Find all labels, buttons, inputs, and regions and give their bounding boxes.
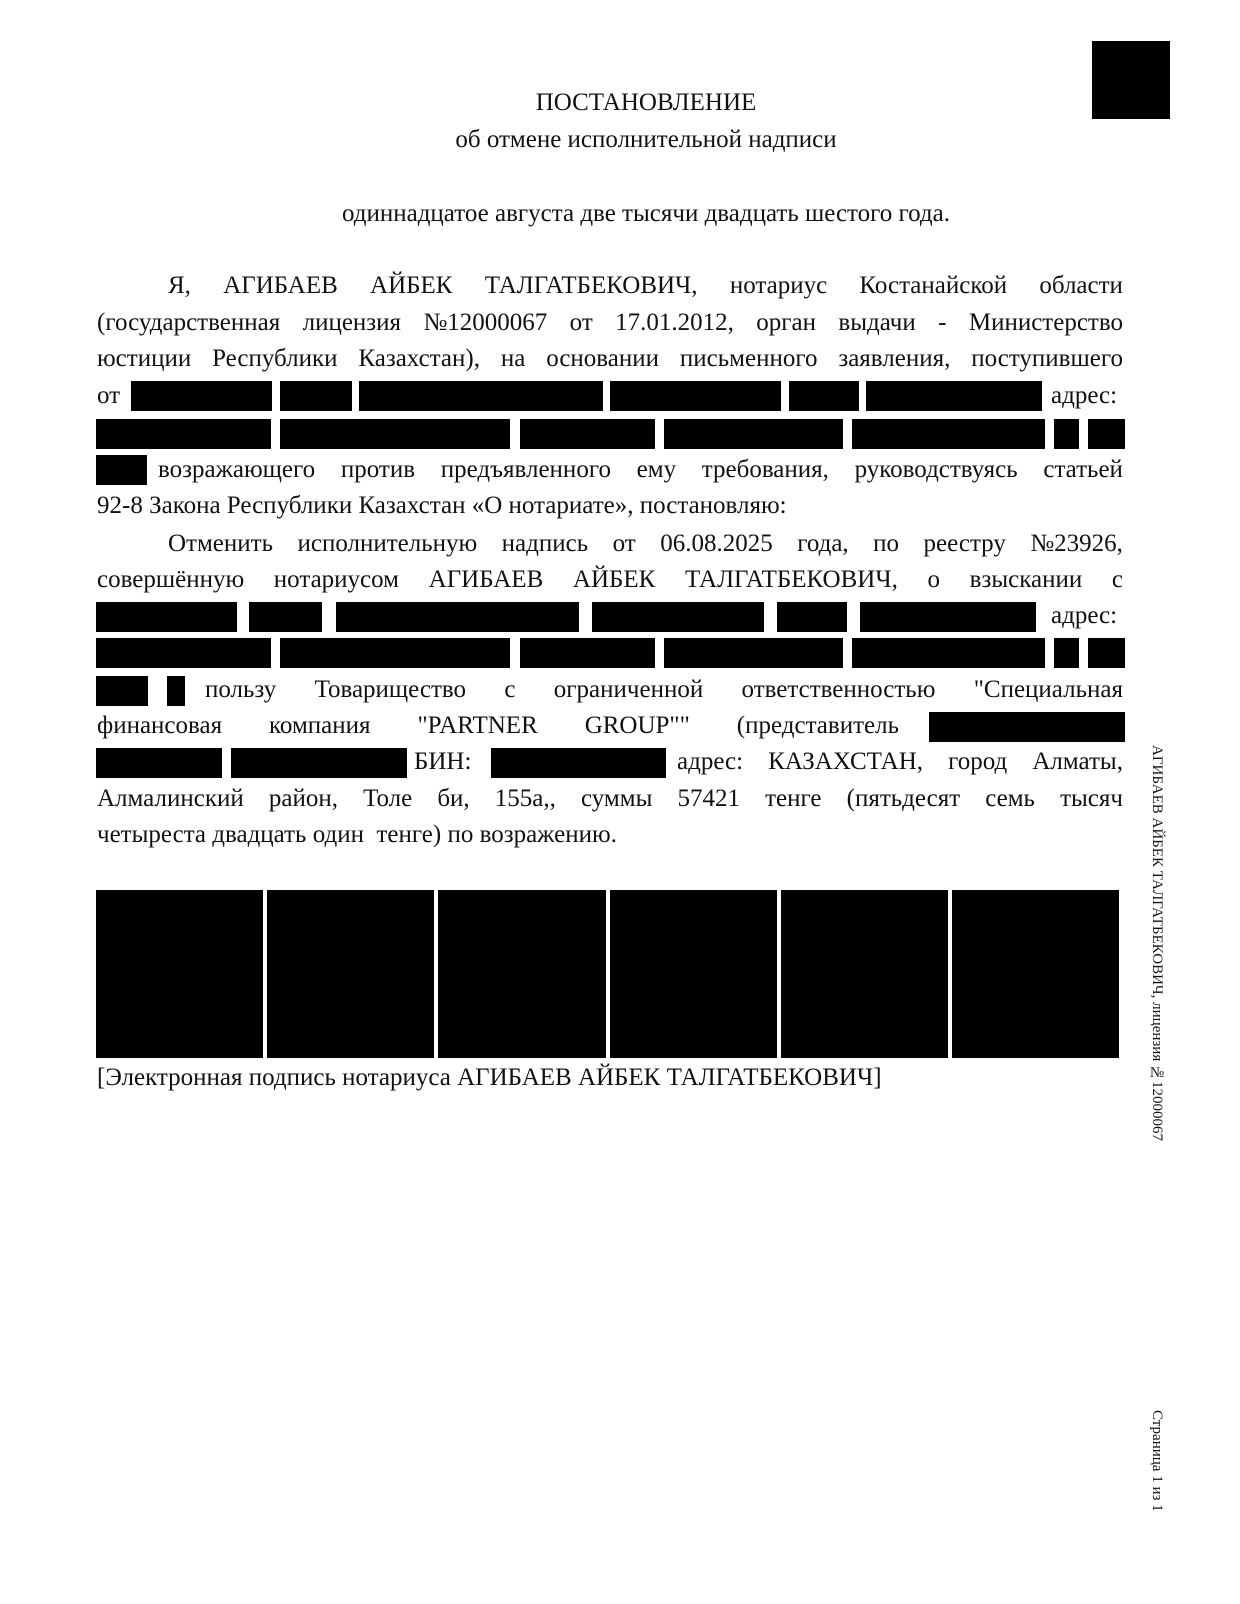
- word: ему: [636, 456, 677, 483]
- word: юстиции: [97, 345, 192, 372]
- redacted-block: [777, 602, 847, 632]
- word: на: [500, 345, 526, 372]
- redacted-block: [131, 381, 272, 411]
- redacted-block: [96, 455, 147, 485]
- word: Казахстан),: [358, 345, 480, 372]
- word: от: [612, 530, 636, 557]
- redacted-block: [167, 676, 185, 706]
- word: суммы: [581, 785, 653, 812]
- redacted-block: [280, 419, 510, 449]
- word: компания: [269, 712, 371, 739]
- para2-line1: [168, 529, 1123, 559]
- word: Алмалинский: [97, 785, 244, 812]
- redacted-block: [664, 638, 843, 668]
- word: области: [1039, 272, 1123, 299]
- word: взыскании: [969, 566, 1083, 593]
- word: Министерство: [968, 309, 1123, 336]
- para2-line2: [97, 565, 1123, 595]
- word: финансовая: [97, 712, 223, 739]
- word: с: [504, 676, 516, 703]
- redacted-block: [520, 638, 655, 668]
- word: с: [1111, 566, 1123, 593]
- word: семь: [985, 785, 1035, 812]
- document-title: ПОСТАНОВЛЕНИЕ: [535, 89, 757, 116]
- redacted-block: [866, 381, 1042, 411]
- word: "Специальная: [973, 676, 1123, 703]
- word: нотариусом: [273, 566, 399, 593]
- redacted-block: [610, 890, 777, 1058]
- redacted-block: [359, 381, 603, 411]
- word: (представитель: [736, 712, 899, 739]
- word: письменного: [679, 345, 818, 372]
- para2-line8: [97, 784, 1123, 814]
- address-label: адрес:: [1051, 382, 1118, 409]
- redacted-block: [860, 602, 1036, 632]
- word: орган: [756, 309, 817, 336]
- word: года,: [797, 530, 849, 557]
- word: руководствуясь: [854, 456, 1018, 483]
- word: предъявленного: [440, 456, 611, 483]
- word: город: [948, 748, 1008, 775]
- word: совершённую: [97, 566, 245, 593]
- document-subtitle: об отмене исполнительной надписи: [455, 126, 837, 153]
- word: тенге: [765, 785, 822, 812]
- redacted-block: [592, 602, 764, 632]
- word: (пятьдесят: [846, 785, 961, 812]
- redacted-block: [280, 381, 352, 411]
- word: би,: [437, 785, 470, 812]
- word: заявления,: [838, 345, 951, 372]
- redacted-block: [231, 748, 407, 778]
- redacted-block: [929, 712, 1125, 742]
- word: выдачи: [838, 309, 916, 336]
- page-number: Страница 1 из 1: [1149, 1410, 1165, 1512]
- word: Костанайской: [859, 272, 1008, 299]
- redacted-block: [96, 890, 263, 1058]
- word: тысяч: [1060, 785, 1123, 812]
- para1-line6: [158, 455, 1123, 485]
- word: АЙБЕК: [572, 566, 656, 593]
- word: возражающего: [158, 456, 316, 483]
- word: Отменить: [168, 530, 273, 557]
- para1-line2: [97, 308, 1123, 338]
- word: по: [873, 530, 900, 557]
- word: Толе: [363, 785, 413, 812]
- word: Алматы,: [1032, 748, 1123, 775]
- redacted-block: [781, 890, 948, 1058]
- redacted-block: [852, 419, 1045, 449]
- word: №12000067: [423, 309, 548, 336]
- word: лицензия: [302, 309, 402, 336]
- word: 155а,,: [494, 785, 556, 812]
- from-label: от: [97, 382, 121, 409]
- address-label: адрес:: [1051, 602, 1118, 629]
- word: ТАЛГАТБЕКОВИЧ,: [484, 272, 698, 299]
- para1-line7: 92-8 Закона Республики Казахстан «О нотариате», постановляю:: [97, 492, 787, 519]
- word: 57421: [677, 785, 740, 812]
- para1-line1: [168, 271, 1123, 301]
- redacted-block: [610, 381, 781, 411]
- word: поступившего: [971, 345, 1123, 372]
- word: АЙБЕК: [370, 272, 453, 299]
- word: требования,: [701, 456, 829, 483]
- word: 06.08.2025: [660, 530, 773, 557]
- redacted-block: [96, 748, 222, 778]
- word: АГИБАЕВ: [223, 272, 338, 299]
- word: район,: [268, 785, 338, 812]
- word: ограниченной: [553, 676, 704, 703]
- word: -: [938, 309, 947, 336]
- electronic-signature-note: [Электронная подпись нотариуса АГИБАЕВ АЙБЕК ТАЛГАТБЕКОВИЧ]: [97, 1064, 882, 1091]
- redacted-block: [1088, 638, 1125, 668]
- word: ответственностью: [741, 676, 936, 703]
- word: адрес:: [677, 748, 744, 775]
- word: против: [340, 456, 416, 483]
- para2-line5: [205, 675, 1123, 705]
- margin-notary-text: АГИБАЕВ АЙБЕК ТАЛГАТБЕКОВИЧ, лицензия №12000067: [1149, 745, 1165, 1141]
- para2-line6: [97, 711, 899, 741]
- redacted-block: [96, 602, 237, 632]
- word: основании: [546, 345, 660, 372]
- redacted-block: [952, 890, 1119, 1058]
- word: пользу: [205, 676, 277, 703]
- redacted-block: [1054, 638, 1079, 668]
- redacted-signature-area: [96, 890, 1119, 1058]
- word: GROUP"": [584, 712, 690, 739]
- word: о: [927, 566, 940, 593]
- document-date: одиннадцатое августа две тысячи двадцать шестого года.: [341, 200, 951, 227]
- redacted-block: [789, 381, 859, 411]
- word: реестру: [923, 530, 1006, 557]
- redacted-block: [96, 419, 271, 449]
- word: (государственная: [97, 309, 281, 336]
- redacted-block: [852, 638, 1045, 668]
- redacted-block: [1088, 419, 1125, 449]
- word: надпись: [501, 530, 589, 557]
- redacted-block: [96, 676, 148, 706]
- word: 17.01.2012,: [615, 309, 734, 336]
- word: нотариус: [729, 272, 828, 299]
- para2-line9: четыреста двадцать один тенге) по возражению.: [97, 821, 617, 848]
- word: "PARTNER: [417, 712, 538, 739]
- word: от: [569, 309, 593, 336]
- para1-line3: [97, 344, 1123, 374]
- redacted-block: [280, 638, 510, 668]
- redacted-block: [520, 419, 655, 449]
- word: Товарищество: [314, 676, 467, 703]
- word: АГИБАЕВ: [428, 566, 544, 593]
- redacted-block: [96, 638, 271, 668]
- word: статьей: [1043, 456, 1123, 483]
- redacted-block: [336, 602, 579, 632]
- word: КАЗАХСТАН,: [768, 748, 924, 775]
- redacted-block: [438, 890, 605, 1058]
- redacted-block: [267, 890, 434, 1058]
- redacted-block: [1054, 419, 1079, 449]
- para2-line7-address: [677, 747, 1123, 777]
- bin-label: БИН:: [414, 748, 472, 775]
- word: Республики: [212, 345, 338, 372]
- word: исполнительную: [297, 530, 478, 557]
- redacted-block: [664, 419, 843, 449]
- word: №23926,: [1030, 530, 1123, 557]
- word: Я,: [168, 272, 191, 299]
- redacted-block: [249, 602, 322, 632]
- word: ТАЛГАТБЕКОВИЧ,: [684, 566, 898, 593]
- redacted-block: [491, 748, 666, 778]
